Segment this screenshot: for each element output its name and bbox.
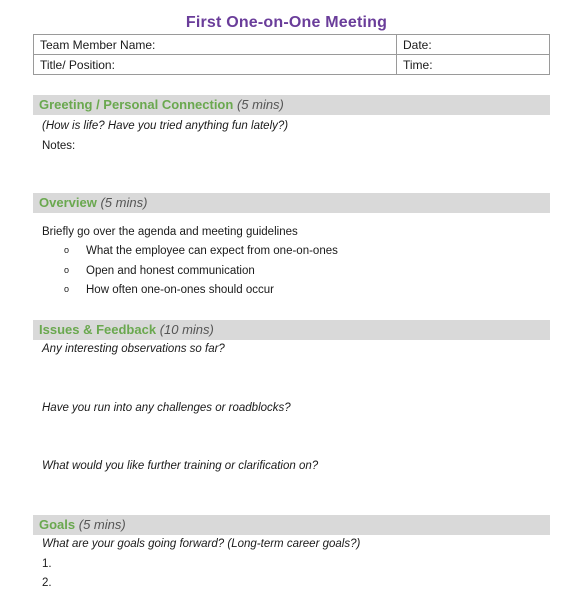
section-header-overview	[33, 193, 550, 213]
section-header-issues	[33, 320, 550, 340]
list-item: o Open and honest communication	[64, 265, 255, 277]
section-duration: (10 mins)	[159, 322, 214, 337]
list-item: o How often one-on-ones should occur	[64, 284, 274, 296]
section-heading: Overview	[39, 195, 97, 210]
section-duration: (5 mins)	[100, 195, 148, 210]
goal-item: 2.	[42, 577, 52, 589]
section-heading: Issues & Feedback	[39, 322, 157, 337]
date-field[interactable]: Date:	[397, 35, 550, 55]
time-field[interactable]: Time:	[397, 55, 550, 75]
goals-question: What are your goals going forward? (Long-term career goals?)	[42, 538, 361, 550]
section-duration: (5 mins)	[236, 97, 284, 112]
page-title: First One-on-One Meeting	[185, 14, 388, 31]
overview-intro: Briefly go over the agenda and meeting guidelines	[42, 226, 298, 238]
bullet-icon: o	[64, 284, 70, 294]
table-row	[34, 55, 550, 75]
section-header-greeting	[33, 95, 550, 115]
issues-question: What would you like further training or clarification on?	[42, 460, 319, 472]
goal-item: 1.	[42, 558, 52, 570]
bullet-icon: o	[64, 245, 70, 255]
meeting-info-table	[33, 34, 550, 75]
greeting-prompt: (How is life? Have you tried anything fun lately?)	[42, 120, 289, 132]
list-item: o What the employee can expect from one-on-ones	[64, 245, 338, 257]
team-member-name-field[interactable]: Team Member Name:	[34, 35, 397, 55]
notes-label: Notes:	[42, 140, 76, 152]
section-header-goals	[33, 515, 550, 535]
section-heading: Goals	[39, 517, 76, 532]
table-row	[34, 35, 550, 55]
bullet-icon: o	[64, 265, 70, 275]
section-duration: (5 mins)	[78, 517, 126, 532]
issues-question: Any interesting observations so far?	[42, 343, 225, 355]
issues-question: Have you run into any challenges or roadblocks?	[42, 402, 291, 414]
title-position-field[interactable]: Title/ Position:	[34, 55, 397, 75]
section-heading: Greeting / Personal Connection	[39, 97, 234, 112]
